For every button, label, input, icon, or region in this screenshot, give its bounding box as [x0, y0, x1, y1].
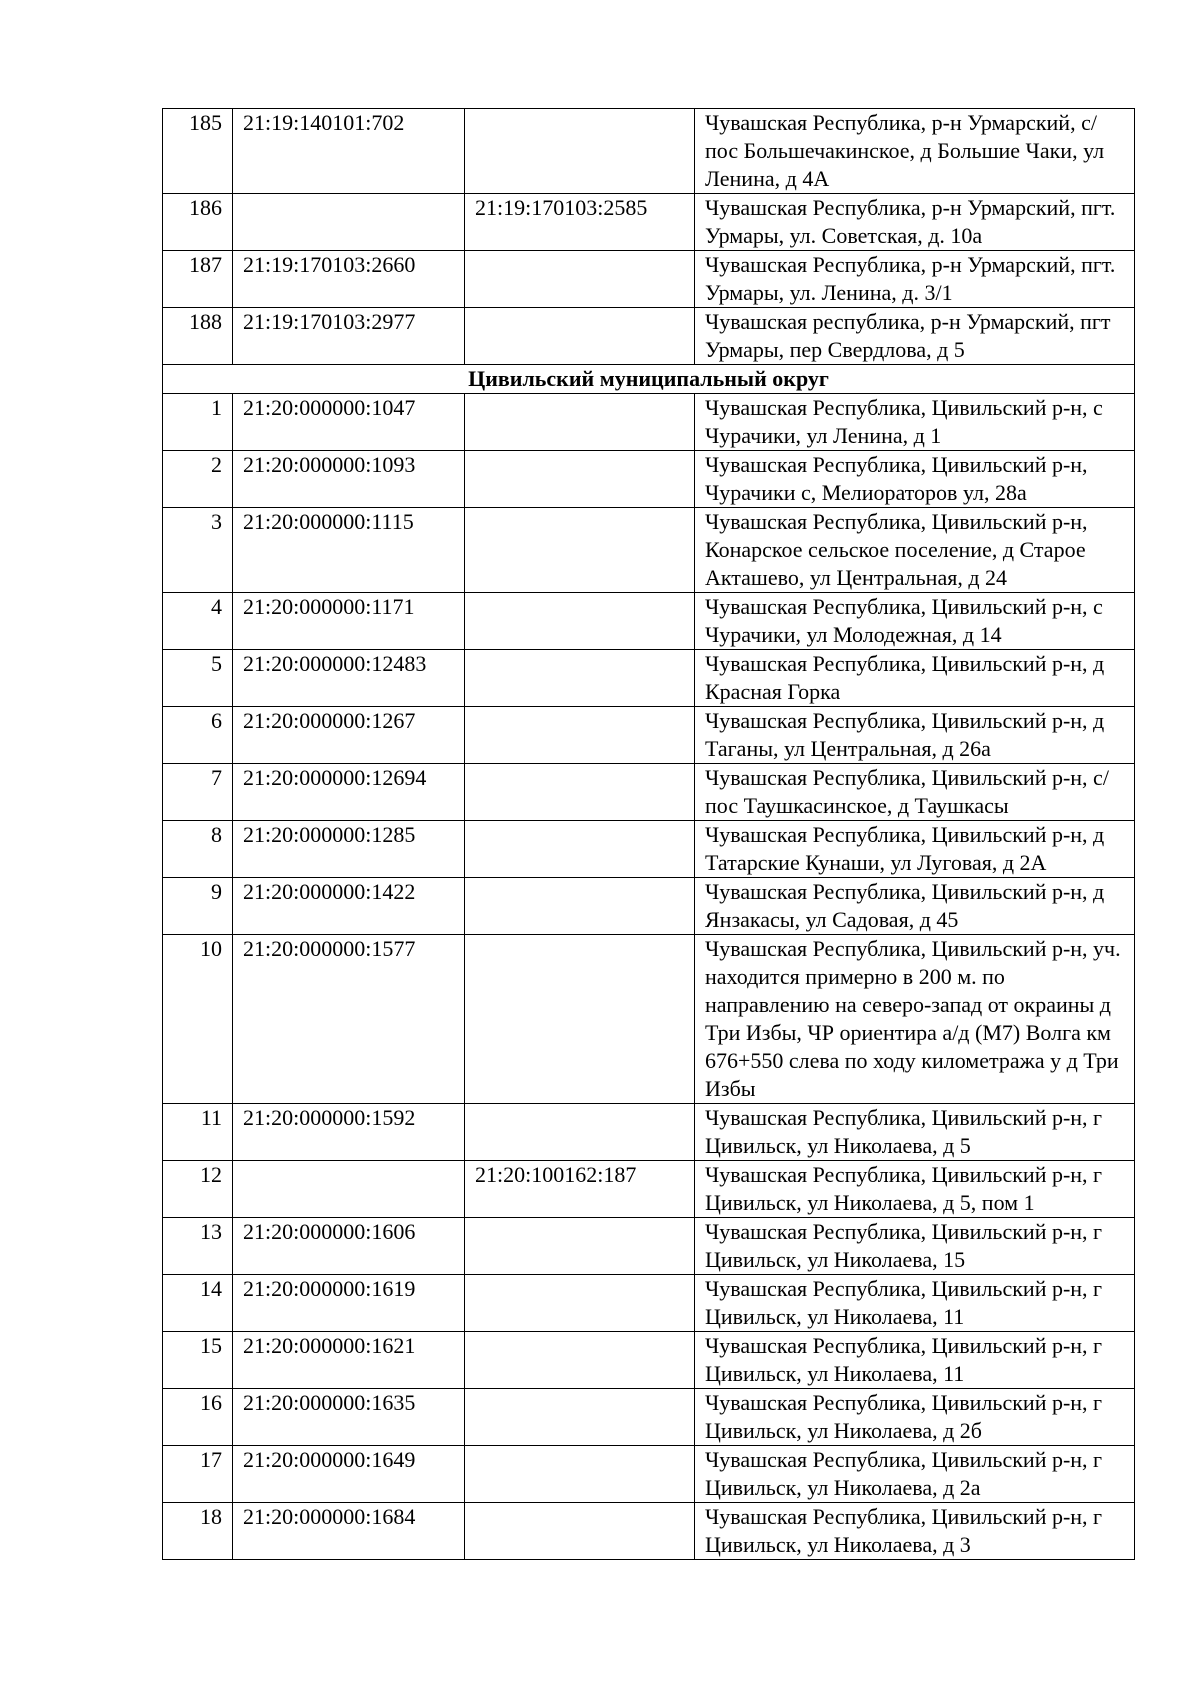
cadastral-number: 21:20:000000:1592: [233, 1104, 465, 1161]
address-cell: Чувашская Республика, р-н Урмарский, пгт. Урмары, ул. Ленина, д. 3/1: [695, 251, 1135, 308]
row-number: 16: [163, 1389, 233, 1446]
address-cell: Чувашская Республика, р-н Урмарский, пгт. Урмары, ул. Советская, д. 10а: [695, 194, 1135, 251]
table-row: [163, 251, 1135, 308]
building-cadastral-number: [465, 1503, 695, 1560]
table-row: [163, 878, 1135, 935]
document-page: [162, 108, 1134, 1560]
cadastral-number: 21:19:170103:2660: [233, 251, 465, 308]
address-cell: Чувашская Республика, Цивильский р-н, д Янзакасы, ул Садовая, д 45: [695, 878, 1135, 935]
address-cell: Чувашская Республика, Цивильский р-н, г Цивильск, ул Николаева, 11: [695, 1332, 1135, 1389]
building-cadastral-number: [465, 764, 695, 821]
section-row: [163, 365, 1135, 394]
address-cell: Чувашская республика, р-н Урмарский, пгт Урмары, пер Свердлова, д 5: [695, 308, 1135, 365]
address-cell: Чувашская Республика, Цивильский р-н, с Чурачики, ул Молодежная, д 14: [695, 593, 1135, 650]
building-cadastral-number: [465, 707, 695, 764]
building-cadastral-number: [465, 451, 695, 508]
row-number: 7: [163, 764, 233, 821]
cadastral-number: [233, 1161, 465, 1218]
cadastral-number: 21:19:170103:2977: [233, 308, 465, 365]
row-number: 8: [163, 821, 233, 878]
table-row: [163, 1332, 1135, 1389]
table-row: [163, 194, 1135, 251]
address-cell: Чувашская Республика, Цивильский р-н, г Цивильск, ул Николаева, д 2а: [695, 1446, 1135, 1503]
building-cadastral-number: [465, 394, 695, 451]
row-number: 2: [163, 451, 233, 508]
table-row: [163, 1161, 1135, 1218]
row-number: 18: [163, 1503, 233, 1560]
address-cell: Чувашская Республика, Цивильский р-н, г Цивильск, ул Николаева, д 5, пом 1: [695, 1161, 1135, 1218]
building-cadastral-number: [465, 308, 695, 365]
table-row: [163, 394, 1135, 451]
address-cell: Чувашская Республика, Цивильский р-н, г Цивильск, ул Николаева, д 3: [695, 1503, 1135, 1560]
table-row: [163, 821, 1135, 878]
address-cell: Чувашская Республика, Цивильский р-н, с Чурачики, ул Ленина, д 1: [695, 394, 1135, 451]
address-cell: Чувашская Республика, Цивильский р-н, Чурачики с, Мелиораторов ул, 28а: [695, 451, 1135, 508]
building-cadastral-number: [465, 1275, 695, 1332]
building-cadastral-number: [465, 593, 695, 650]
table-row: [163, 1104, 1135, 1161]
cadastral-number: 21:20:000000:1093: [233, 451, 465, 508]
table-row: [163, 1218, 1135, 1275]
row-number: 186: [163, 194, 233, 251]
building-cadastral-number: 21:19:170103:2585: [465, 194, 695, 251]
cadastral-number: 21:20:000000:1621: [233, 1332, 465, 1389]
row-number: 5: [163, 650, 233, 707]
table-row: [163, 1446, 1135, 1503]
row-number: 187: [163, 251, 233, 308]
cadastral-number: 21:20:000000:1577: [233, 935, 465, 1104]
address-cell: Чувашская Республика, Цивильский р-н, г Цивильск, ул Николаева, д 2б: [695, 1389, 1135, 1446]
cadastral-number: 21:20:000000:1619: [233, 1275, 465, 1332]
cadastral-number: 21:20:000000:1171: [233, 593, 465, 650]
building-cadastral-number: 21:20:100162:187: [465, 1161, 695, 1218]
table-row: [163, 935, 1135, 1104]
address-cell: Чувашская Республика, Цивильский р-н, д Красная Горка: [695, 650, 1135, 707]
building-cadastral-number: [465, 1389, 695, 1446]
cadastral-number: 21:20:000000:1635: [233, 1389, 465, 1446]
row-number: 11: [163, 1104, 233, 1161]
address-cell: Чувашская Республика, р-н Урмарский, с/пос Большечакинское, д Большие Чаки, ул Ленина, д 4А: [695, 109, 1135, 194]
table-row: [163, 1275, 1135, 1332]
table-row: [163, 593, 1135, 650]
cadastral-number: [233, 194, 465, 251]
cadastral-number: 21:19:140101:702: [233, 109, 465, 194]
table-row: [163, 764, 1135, 821]
address-cell: Чувашская Республика, Цивильский р-н, г Цивильск, ул Николаева, 15: [695, 1218, 1135, 1275]
table-row: [163, 109, 1135, 194]
cadastral-number: 21:20:000000:1649: [233, 1446, 465, 1503]
property-table-body: [163, 109, 1135, 1560]
table-row: [163, 451, 1135, 508]
section-title: Цивильский муниципальный округ: [163, 365, 1135, 394]
cadastral-number: 21:20:000000:1267: [233, 707, 465, 764]
table-row: [163, 1389, 1135, 1446]
row-number: 12: [163, 1161, 233, 1218]
building-cadastral-number: [465, 878, 695, 935]
cadastral-number: 21:20:000000:1115: [233, 508, 465, 593]
address-cell: Чувашская Республика, Цивильский р-н, с/пос Таушкасинское, д Таушкасы: [695, 764, 1135, 821]
building-cadastral-number: [465, 821, 695, 878]
property-table: [162, 108, 1135, 1560]
address-cell: Чувашская Республика, Цивильский р-н, г Цивильск, ул Николаева, д 5: [695, 1104, 1135, 1161]
cadastral-number: 21:20:000000:1422: [233, 878, 465, 935]
cadastral-number: 21:20:000000:1047: [233, 394, 465, 451]
row-number: 15: [163, 1332, 233, 1389]
cadastral-number: 21:20:000000:12694: [233, 764, 465, 821]
table-row: [163, 308, 1135, 365]
address-cell: Чувашская Республика, Цивильский р-н, г Цивильск, ул Николаева, 11: [695, 1275, 1135, 1332]
building-cadastral-number: [465, 650, 695, 707]
building-cadastral-number: [465, 935, 695, 1104]
building-cadastral-number: [465, 109, 695, 194]
row-number: 17: [163, 1446, 233, 1503]
cadastral-number: 21:20:000000:1606: [233, 1218, 465, 1275]
table-row: [163, 650, 1135, 707]
row-number: 185: [163, 109, 233, 194]
row-number: 13: [163, 1218, 233, 1275]
row-number: 4: [163, 593, 233, 650]
cadastral-number: 21:20:000000:12483: [233, 650, 465, 707]
cadastral-number: 21:20:000000:1285: [233, 821, 465, 878]
building-cadastral-number: [465, 1104, 695, 1161]
table-row: [163, 508, 1135, 593]
row-number: 6: [163, 707, 233, 764]
row-number: 14: [163, 1275, 233, 1332]
row-number: 3: [163, 508, 233, 593]
row-number: 1: [163, 394, 233, 451]
address-cell: Чувашская Республика, Цивильский р-н, уч. находится примерно в 200 м. по направлению на северо-запад от окраины д Три Избы, ЧР ориентира а/д (М7) Волга км 676+550 слева по ходу километража у д Три Избы: [695, 935, 1135, 1104]
table-row: [163, 1503, 1135, 1560]
row-number: 188: [163, 308, 233, 365]
table-row: [163, 707, 1135, 764]
cadastral-number: 21:20:000000:1684: [233, 1503, 465, 1560]
building-cadastral-number: [465, 1218, 695, 1275]
address-cell: Чувашская Республика, Цивильский р-н, д Таганы, ул Центральная, д 26а: [695, 707, 1135, 764]
building-cadastral-number: [465, 251, 695, 308]
building-cadastral-number: [465, 1446, 695, 1503]
address-cell: Чувашская Республика, Цивильский р-н, д Татарские Кунаши, ул Луговая, д 2А: [695, 821, 1135, 878]
row-number: 9: [163, 878, 233, 935]
building-cadastral-number: [465, 1332, 695, 1389]
row-number: 10: [163, 935, 233, 1104]
address-cell: Чувашская Республика, Цивильский р-н, Конарское сельское поселение, д Старое Акташево, ул Центральная, д 24: [695, 508, 1135, 593]
building-cadastral-number: [465, 508, 695, 593]
